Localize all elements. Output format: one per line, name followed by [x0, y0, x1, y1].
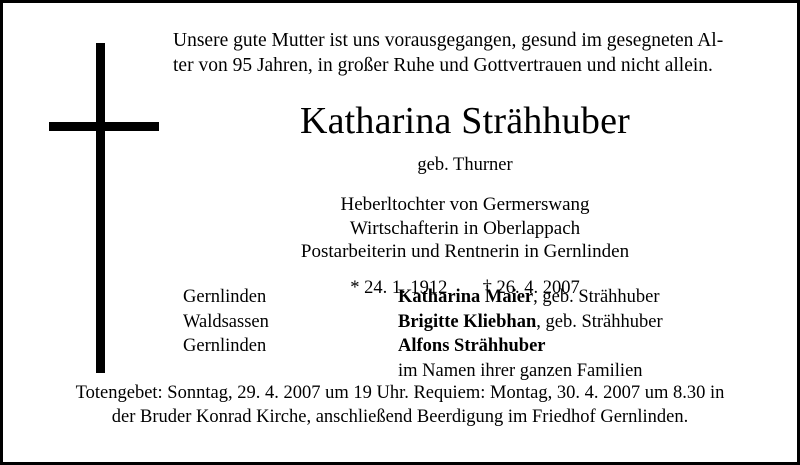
death-date: † 26. 4. 2007 — [482, 278, 580, 299]
family-person — [398, 285, 757, 310]
service-info — [43, 381, 757, 429]
intro-text — [173, 29, 761, 79]
service-line-1: Totengebet: Sonntag, 29. 4. 2007 um 19 Uhr. Requiem: Montag, 30. 4. 2007 um 8.30 in — [75, 383, 725, 403]
table-row — [183, 359, 757, 384]
family-table — [183, 285, 757, 383]
obituary-inner — [3, 3, 797, 462]
service-line-2: der Bruder Konrad Kirche, anschließend Beerdigung im Friedhof Gernlinden. — [111, 407, 689, 428]
family-person-suffix: , geb. Strähhuber — [536, 311, 663, 332]
cross-horizontal-bar — [49, 122, 159, 131]
cross-vertical-bar — [96, 43, 105, 373]
family-place: Waldsassen — [183, 311, 269, 332]
family-closing-text: im Namen ihrer ganzen Familien — [398, 360, 643, 381]
family-place — [183, 359, 398, 384]
family-person — [398, 310, 757, 335]
family-person — [398, 359, 757, 384]
intro-line-1: Unsere gute Mutter ist uns vorausgegangen, gesund im gesegneten Al- — [173, 30, 724, 51]
role-line: Heberltochter von Germerswang — [340, 193, 590, 215]
family-person-name: Katharina Maier — [398, 287, 534, 307]
family-person-name: Alfons Strähhuber — [398, 336, 546, 357]
deceased-name: Katharina Strähhuber — [299, 99, 631, 142]
family-place: Gernlinden — [183, 287, 267, 307]
role-line: Postarbeiterin und Rentnerin in Gernlinden — [300, 241, 630, 263]
table-row — [183, 310, 757, 335]
family-list — [183, 285, 757, 383]
family-place: Gernlinden — [183, 336, 267, 357]
birth-date: * 24. 1. 1912 — [350, 278, 448, 299]
role-line: Wirtschafterin in Oberlappach — [349, 217, 581, 239]
intro-line-2: ter von 95 Jahren, in großer Ruhe und Gottvertrauen und nicht allein. — [173, 54, 713, 76]
table-row — [183, 285, 757, 310]
family-person-suffix: , geb. Strähhuber — [533, 287, 660, 307]
family-person-name: Brigitte Kliebhan — [398, 311, 537, 332]
notice-content — [163, 29, 767, 299]
cross-icon — [49, 43, 159, 373]
roles-list — [163, 193, 767, 264]
family-person — [398, 334, 757, 359]
maiden-name: geb. Thurner — [417, 154, 513, 175]
table-row — [183, 334, 757, 359]
